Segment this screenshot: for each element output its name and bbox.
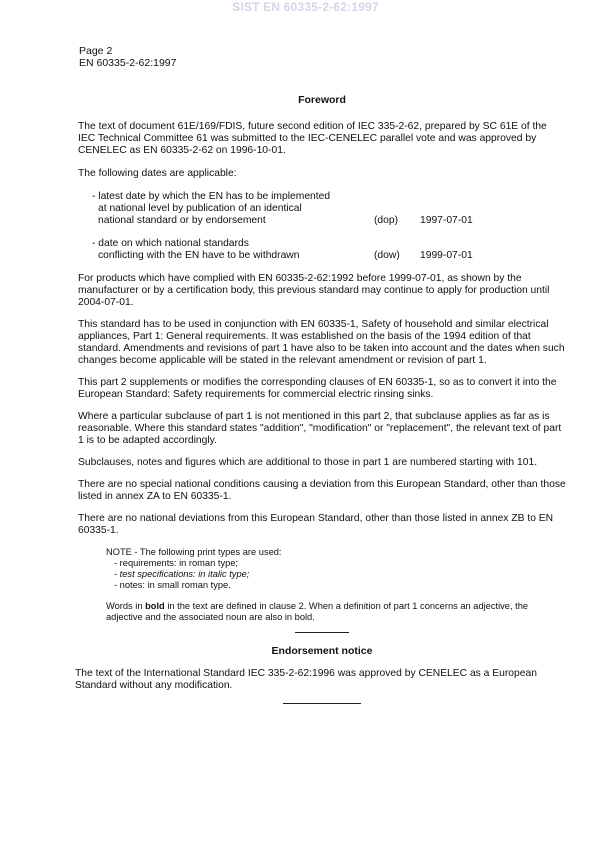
date-code: (dop) <box>374 215 399 226</box>
page-number: Page 2 <box>79 45 113 57</box>
dates-list <box>92 191 566 262</box>
date-description-line: conflicting with the EN have to be withdrawn <box>98 250 300 261</box>
end-divider <box>283 703 361 704</box>
foreword-paragraph: This standard has to be used in conjunction with EN 60335-1, Safety of household and similar electrical appliances, Part 1: General requirements. It was established on the basis of the 1994 edition of that standard. Amendments and revisions of part 1 have also to be taken into account and the dates when such changes become applicable will be stated in the relevant amendment or revision of part 1. <box>78 319 565 366</box>
date-description-line: at national level by publication of an identical <box>98 203 302 214</box>
foreword-paragraph: Where a particular subclause of part 1 is not mentioned in this part 2, that subclause applies as far as is reasonable. Where this standard states "addition", "modification" or "replacement", the relevant text of part 1 is to be adapted accordingly. <box>78 411 562 446</box>
date-code: (dow) <box>374 250 400 261</box>
page-header <box>79 45 177 69</box>
date-row-dop <box>92 191 566 227</box>
foreword-title: Foreword <box>298 94 346 106</box>
bold-note-keyword: bold <box>145 601 165 611</box>
foreword-paragraph: There are no national deviations from this European Standard, other than those listed in annex ZB to EN 60335-1. <box>78 513 554 536</box>
note-item-test-specifications: - test specifications: in italic type; <box>114 569 250 579</box>
date-description-line: national standard or by endorsement <box>98 215 266 226</box>
date-row-dow <box>92 238 566 262</box>
note-item-notes: - notes: in small roman type. <box>114 580 231 590</box>
bold-words-note <box>106 601 566 623</box>
foreword-paragraph: This part 2 supplements or modifies the corresponding clauses of EN 60335-1, so as to convert it into the European Standard: Safety requirements for commercial electric rinsing sinks. <box>78 377 557 400</box>
date-value: 1997-07-01 <box>420 215 473 226</box>
watermark: SIST EN 60335-2-62:1997 <box>232 0 379 14</box>
note-intro: NOTE - The following print types are used: <box>106 547 282 557</box>
foreword-paragraph: The text of document 61E/169/FDIS, future second edition of IEC 335-2-62, prepared by SC 61E of the IEC Technical Committee 61 was submitted to the IEC-CENELEC parallel vote and was approved by CENELEC as EN 60335-2-62 on 1996-10-01. <box>78 121 547 156</box>
document-number: EN 60335-2-62:1997 <box>79 57 177 69</box>
date-value: 1999-07-01 <box>420 250 473 261</box>
foreword-paragraph: For products which have complied with EN 60335-2-62:1992 before 1999-07-01, as shown by the manufacturer or by a certification body, this previous standard may continue to apply for production until 2004-07-01. <box>78 273 550 308</box>
dates-intro: The following dates are applicable: <box>78 168 237 179</box>
endorsement-title: Endorsement notice <box>271 645 373 657</box>
section-divider <box>295 632 349 633</box>
bold-note-prefix: Words in <box>106 601 146 611</box>
date-description-line: - date on which national standards <box>92 238 249 249</box>
document-body <box>75 94 566 704</box>
note-item-requirements: - requirements: in roman type; <box>114 558 239 568</box>
foreword-paragraph: There are no special national conditions causing a deviation from this European Standard, other than those listed in annex ZA to EN 60335-1. <box>78 479 566 502</box>
print-types-note <box>106 547 566 623</box>
endorsement-text: The text of the International Standard IEC 335-2-62:1996 was approved by CENELEC as a European Standard without any modification. <box>75 668 537 691</box>
foreword-paragraph: Subclauses, notes and figures which are additional to those in part 1 are numbered starting with 101. <box>78 457 538 468</box>
bold-note-suffix: in the text are defined in clause 2. When a definition of part 1 concerns an adjective, the adjective and the associated noun are also in bold. <box>106 601 529 622</box>
date-description-line: - latest date by which the EN has to be implemented <box>92 191 331 202</box>
